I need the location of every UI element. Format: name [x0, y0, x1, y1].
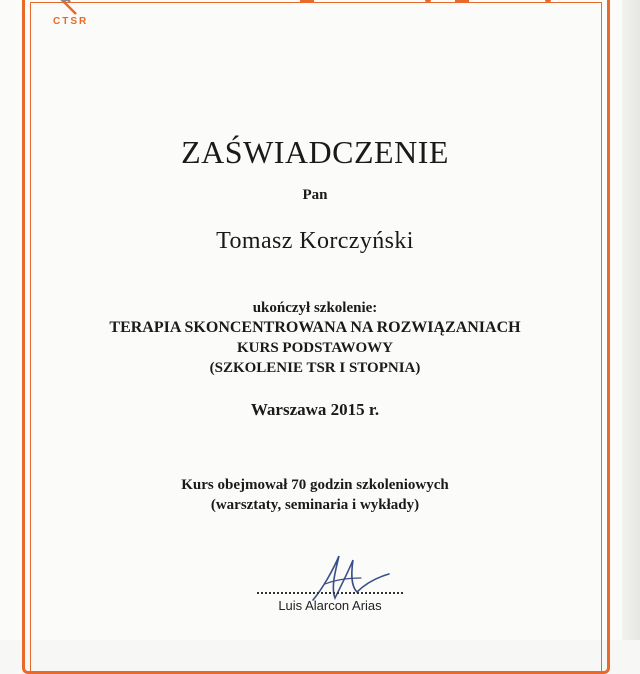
signer-name: Luis Alarcon Arias: [278, 598, 382, 613]
signature-line: [257, 592, 403, 594]
course-subtitle: KURS PODSTAWOWY: [237, 340, 393, 356]
ctsr-logo: [40, 0, 110, 36]
salutation: Pan: [302, 187, 328, 203]
course-level: (SZKOLENIE TSR I STOPNIA): [209, 360, 421, 376]
recipient-name: Tomasz Korczyński: [216, 228, 414, 254]
place-year: Warszawa 2015 r.: [250, 400, 380, 419]
certificate-title: ZAŚWIADCZENIE: [181, 134, 449, 170]
page-edge: [622, 0, 640, 640]
top-ornament: [300, 0, 314, 2]
course-title: TERAPIA SKONCENTROWANA NA ROZWIĄZANIACH: [109, 319, 521, 336]
course-hours: Kurs obejmował 70 godzin szkoleniowych: [181, 477, 449, 493]
top-ornament: [455, 0, 469, 2]
logo-text: CTSR: [53, 16, 89, 27]
course-hours-detail: (warsztaty, seminaria i wykłady): [210, 497, 420, 513]
completed-label: ukończył szkolenie:: [252, 300, 378, 316]
logo-mark-icon: [42, 0, 102, 16]
